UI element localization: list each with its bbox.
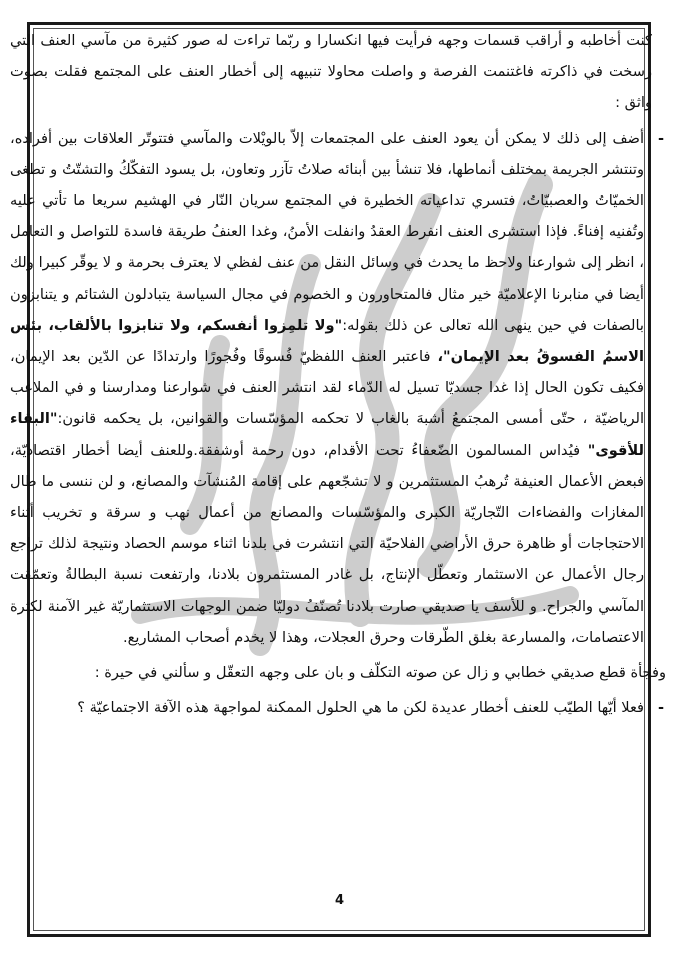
question-bullet-paragraph [10,692,666,723]
document-body [10,25,666,723]
law-quote: "البقاء للأقوى" [10,410,644,459]
bullet-dash: - [657,699,664,717]
intro-paragraph: كنت أخاطبه و أراقب قسمات وجهه فرأيت فيها انكسارا و ربّما تراءت له صور كثيرة من مآسي العنف التي رسخت في ذاكرته فاغتنمت الفرصة و واصلت محاولا تنبيهه إلى أخطار العنف على المجتمع فقلت بصوت واثق : [10,32,652,112]
main-bullet-paragraph [10,123,666,653]
main-text-part-1: أضف إلى ذلك لا يمكن أن يعود العنف على المجتمعات إلاّ بالويْلات والمآسي فتتوتّر العلاقات بين أفراده، وتنتشر الجريمة بمختلف أنماطها، فلا تنشأ بين أبنائه صلاتُ تآزر وتعاون، بل يسود التفكّكُ والتشتّتُ و تطغى الخميّاتُ والعصبيّاتُ، فتسري تداعياته الخطيرة في المجتمع سريان النّار في الهشيم سريعا ما تأتي عليه وتُفنيه إفناءً. فإذا استشرى العنف انفرط العقدُ وانفلت الأمنُ، وغدا العنفُ طريقة فاسدة للتواصل و التعامل ، انظر إلى شوارعنا ولاحظ ما يحدث في وسائل النقل من عنف لفظي لا يعترف بحرمة و لا يوقّر كبيرا ولك أيضا في منابرنا الإعلاميّة خير مثال فالمتحاورون و الخصوم في مجال السياسة يتبادلون الشتائم و يتنابزون بالصفات في حين ينهى الله تعالى عن ذلك بقوله: [10,129,644,334]
quran-quote: "ولا تلمِزوا أنفسكم، ولا تنابزوا بالألقاب، بئس الاسمُ الفسوقُ بعد الإيمان"، [10,316,644,366]
main-text-part-2: فاعتبر العنف اللفظيّ فُسوقًا وفُجورًا وارتدادًا عن الدّين بعد الإيمان، فكيف تكون الحال إذا غدا جسديّا تسيل له الدّماء لقد انتشر العنف في شوارعنا ومدارسنا و في الملاعب الرياضيّة ، حتّى أمسى المجتمعُ أشبهَ بالغاب لا تحكمه المؤسّسات والقوانين، بل يحكمه قانون: [10,348,644,428]
narration-paragraph: وفجأة قطع صديقي خطابي و زال عن صوته التكلّف و بان على وجهه التعقّل و سألني في حيرة : [94,664,666,682]
main-text-part-3: فيُداس المسالمون الضّعفاءُ تحت الأقدام، دون رحمة أوشفقة.وللعنف أيضا أخطار اقتصاديّة، فبعض الأعمال العنيفة تُرهبُ المستثمرين و لا تشجّعهم على إقامة المُنشآت والمصانع، و لن ننسى ما طال المغازات والفضاءات التّجاريّة الكبرى والمؤسّسات والمصانع من أعمال نهب و سرقة و تخريب أثناء الاحتجاجات أو ظاهرة حرق الأراضي الفلاحيّة التي انتشرت في بلدنا اثناء موسم الحصاد ونتيجة لذلك تراجع رجال الأعمال عن الاستثمار وتعطّل الإنتاج، بل غادر المستثمرون بلادنا، وارتفعت نسبة البطالةُ وتعمّقت المآسي والجراح. و للأسف يا صديقي صارت بلادنا تُصنّفُ دوليّا ضمن الوجهات الاستثماريّة غير الآمنة لكثرة الاعتصامات، والمسارعة بغلق الطّرقات وحرق العجلات، وهذا لا يخدم أصحاب المشاريع. [10,441,644,646]
page-number: 4 [334,893,345,908]
question-text: فعلا أيّها الطيّب للعنف أخطار عديدة لكن ما هي الحلول الممكنة لمواجهة هذه الآفة الاجتماعيّة ؟ [77,699,644,717]
bullet-dash: - [657,129,664,147]
